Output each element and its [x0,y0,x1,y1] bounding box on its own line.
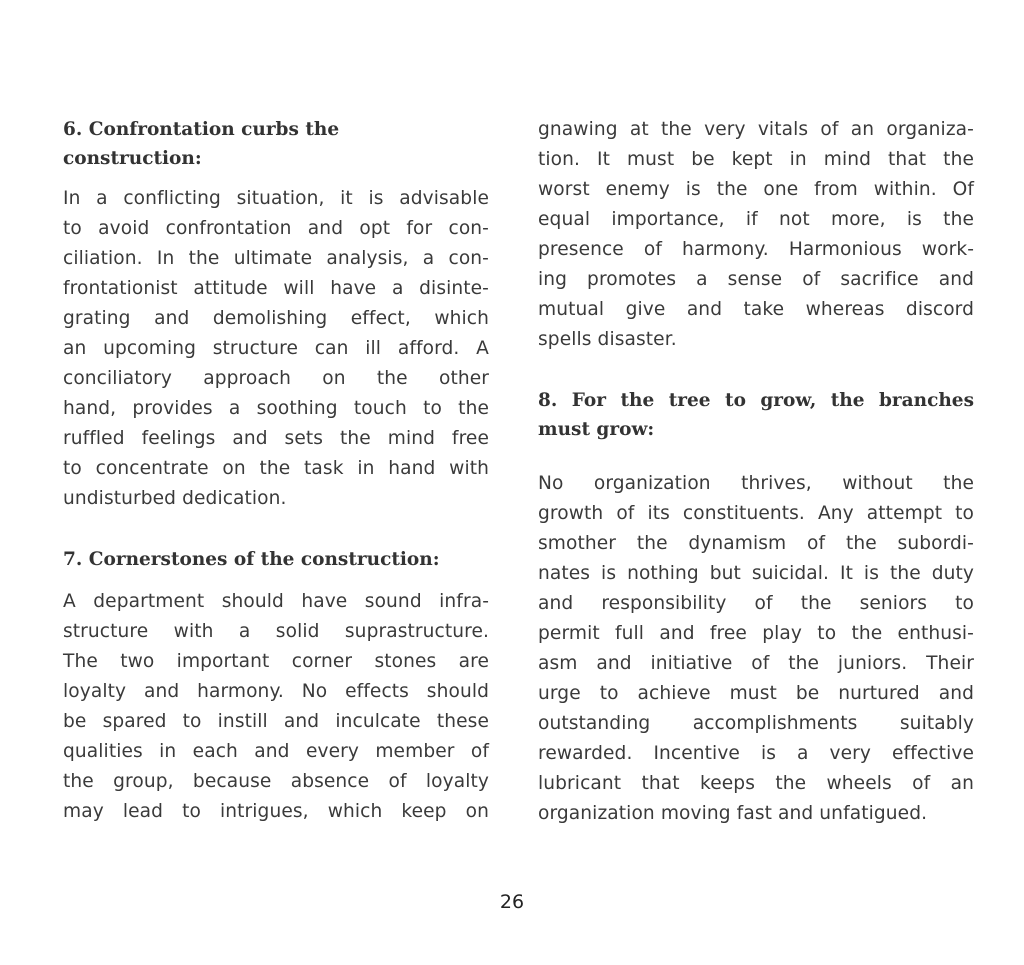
text-line: In a conflicting situation, it is advisable [63,188,489,209]
section-8-body [538,469,974,829]
section-6-heading [63,115,489,173]
text-line: A department should have sound infra- [63,591,489,612]
text-line: asm and initiative of the juniors. Their [538,653,974,674]
section-8-heading [538,386,974,444]
section-7-continued-body [538,115,974,355]
text-line: conciliatory approach on the other [63,368,489,389]
text-line: tion. It must be kept in mind that the [538,149,974,170]
text-line: urge to achieve must be nurtured and [538,683,974,704]
section-6-heading-line: 6. Confrontation curbs the [63,119,340,140]
text-line: permit full and free play to the enthusi- [538,623,974,644]
text-line: frontationist attitude will have a disinte- [63,278,489,299]
text-line: an upcoming structure can ill afford. A [63,338,489,359]
text-line: worst enemy is the one from within. Of [538,179,974,200]
section-6-heading-line: construction: [63,148,202,169]
page-number: 26 [499,891,525,913]
text-line: the group, because absence of loyalty [63,771,489,792]
text-line: grating and demolishing effect, which [63,308,489,329]
section-7-body [63,587,489,827]
text-line: undisturbed dedication. [63,488,287,509]
text-line: rewarded. Incentive is a very effective [538,743,974,764]
text-line: structure with a solid suprastructure. [63,621,489,642]
text-line: gnawing at the very vitals of an organiza- [538,119,974,140]
section-8-heading-line: must grow: [538,419,655,440]
text-line: outstanding accomplishments suitably [538,713,974,734]
text-line: lubricant that keeps the wheels of an [538,773,974,794]
text-line: ciliation. In the ultimate analysis, a con- [63,248,489,269]
text-line: qualities in each and every member of [63,741,489,762]
text-line: to avoid confrontation and opt for con- [63,218,489,239]
text-line: and responsibility of the seniors to [538,593,974,614]
text-line: to concentrate on the task in hand with [63,458,489,479]
text-line: ruffled feelings and sets the mind free [63,428,489,449]
text-line: No organization thrives, without the [538,473,974,494]
text-line: smother the dynamism of the subordi- [538,533,974,554]
text-line: growth of its constituents. Any attempt to [538,503,974,524]
text-line: mutual give and take whereas discord [538,299,974,320]
section-8-heading-line: 8. For the tree to grow, the branches [538,390,974,411]
text-line: organization moving fast and unfatigued. [538,803,928,824]
text-line: hand, provides a soothing touch to the [63,398,489,419]
text-line: spells disaster. [538,329,677,350]
text-line: presence of harmony. Harmonious work- [538,239,974,260]
text-line: equal importance, if not more, is the [538,209,974,230]
text-line: ing promotes a sense of sacrifice and [538,269,974,290]
section-7-heading: 7. Cornerstones of the construction: [63,549,440,570]
text-line: nates is nothing but suicidal. It is the duty [538,563,974,584]
text-line: be spared to instill and inculcate these [63,711,489,732]
text-line: may lead to intrigues, which keep on [63,801,489,822]
section-6-body [63,184,489,514]
text-line: The two important corner stones are [63,651,489,672]
text-line: loyalty and harmony. No effects should [63,681,489,702]
